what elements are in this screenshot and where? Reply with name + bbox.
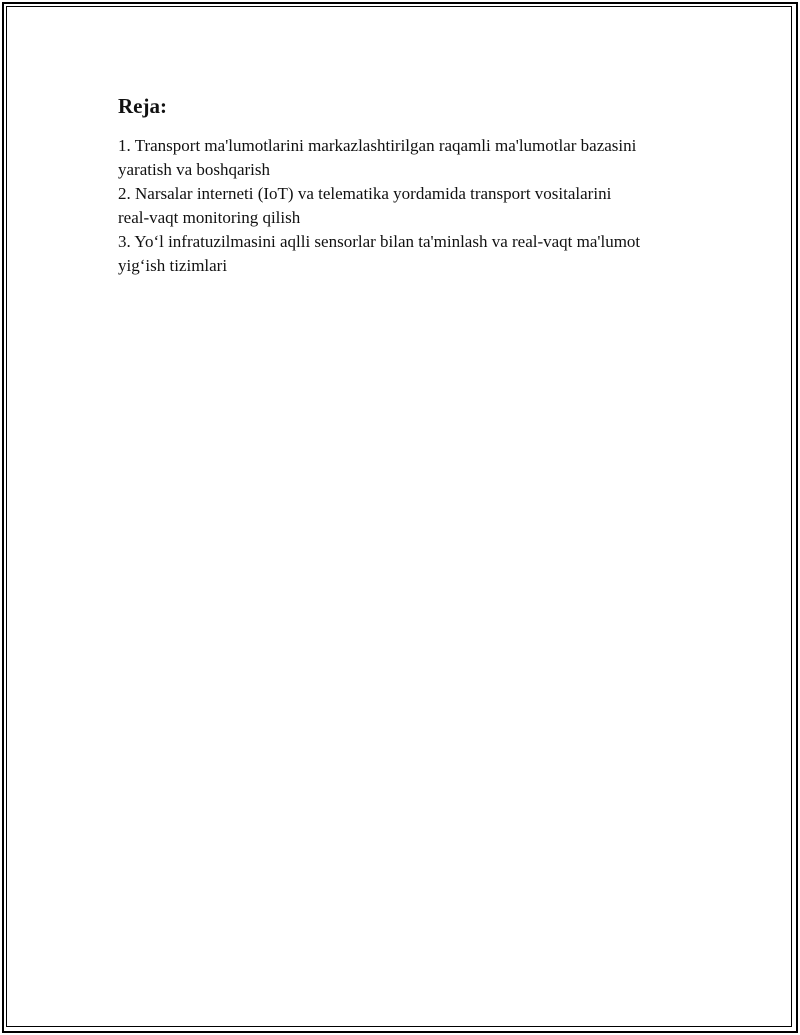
plan-item-2	[118, 182, 718, 230]
plan-list	[118, 134, 718, 278]
plan-item-2-line-2: real-vaqt monitoring qilish	[118, 208, 301, 227]
plan-item-1-line-2: yaratish va boshqarish	[118, 160, 271, 179]
plan-item-1	[118, 134, 718, 182]
plan-item-3-line-2: yig‘ish tizimlari	[118, 256, 228, 275]
plan-item-3	[118, 230, 718, 278]
document-body	[118, 92, 718, 278]
plan-item-3-line-1: 3. Yo‘l infratuzilmasini aqlli sensorlar bilan ta'minlash va real-vaqt ma'lumot	[118, 232, 641, 251]
plan-heading: Reja:	[118, 94, 167, 118]
plan-item-2-line-1: 2. Narsalar interneti (IoT) va telematika yordamida transport vositalarini	[118, 184, 612, 203]
plan-item-1-line-1: 1. Transport ma'lumotlarini markazlashtirilgan raqamli ma'lumotlar bazasini	[118, 136, 637, 155]
